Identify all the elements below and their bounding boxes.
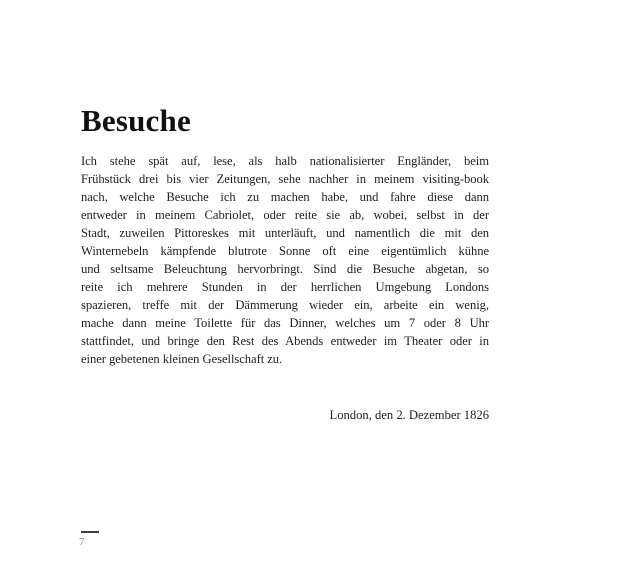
text-line: stattfindet, und bringe den Rest des Abends entweder im Theater oder in <box>81 334 489 348</box>
text-line: Frühstück drei bis vier Zeitungen, sehe nachher in meinem visiting-book <box>81 172 489 186</box>
text-line: Winternebeln kämpfende blutrote Sonne oft eine eigentümlich kühne <box>81 244 489 258</box>
chapter-title: Besuche <box>81 102 191 138</box>
text-line: reite ich mehrere Stunden in der herrlichen Umgebung Londons <box>81 280 489 294</box>
text-line: Ich stehe spät auf, lese, als halb nationalisierter Engländer, beim <box>81 154 489 168</box>
page-number: 7 <box>79 536 85 548</box>
dateline: London, den 2. Dezember 1826 <box>329 408 489 422</box>
text-line: nach, welche Besuche ich zu machen habe, und fahre diese dann <box>81 190 489 204</box>
text-line: einer gebetenen kleinen Gesellschaft zu. <box>81 352 283 366</box>
text-line: mache dann meine Toilette für das Dinner, welches um 7 oder 8 Uhr <box>81 316 489 330</box>
text-line: entweder in meinem Cabriolet, oder reite sie ab, wobei, selbst in der <box>81 208 489 222</box>
text-line: Stadt, zuweilen Pittoreskes mit unterläuft, und namentlich die mit den <box>81 226 489 240</box>
footer-rule <box>81 531 99 533</box>
text-line: und seltsame Beleuchtung hervorbringt. Sind die Besuche abgetan, so <box>81 262 489 276</box>
text-line: spazieren, treffe mit der Dämmerung wieder ein, arbeite ein wenig, <box>81 298 489 312</box>
body-paragraph <box>81 152 489 368</box>
